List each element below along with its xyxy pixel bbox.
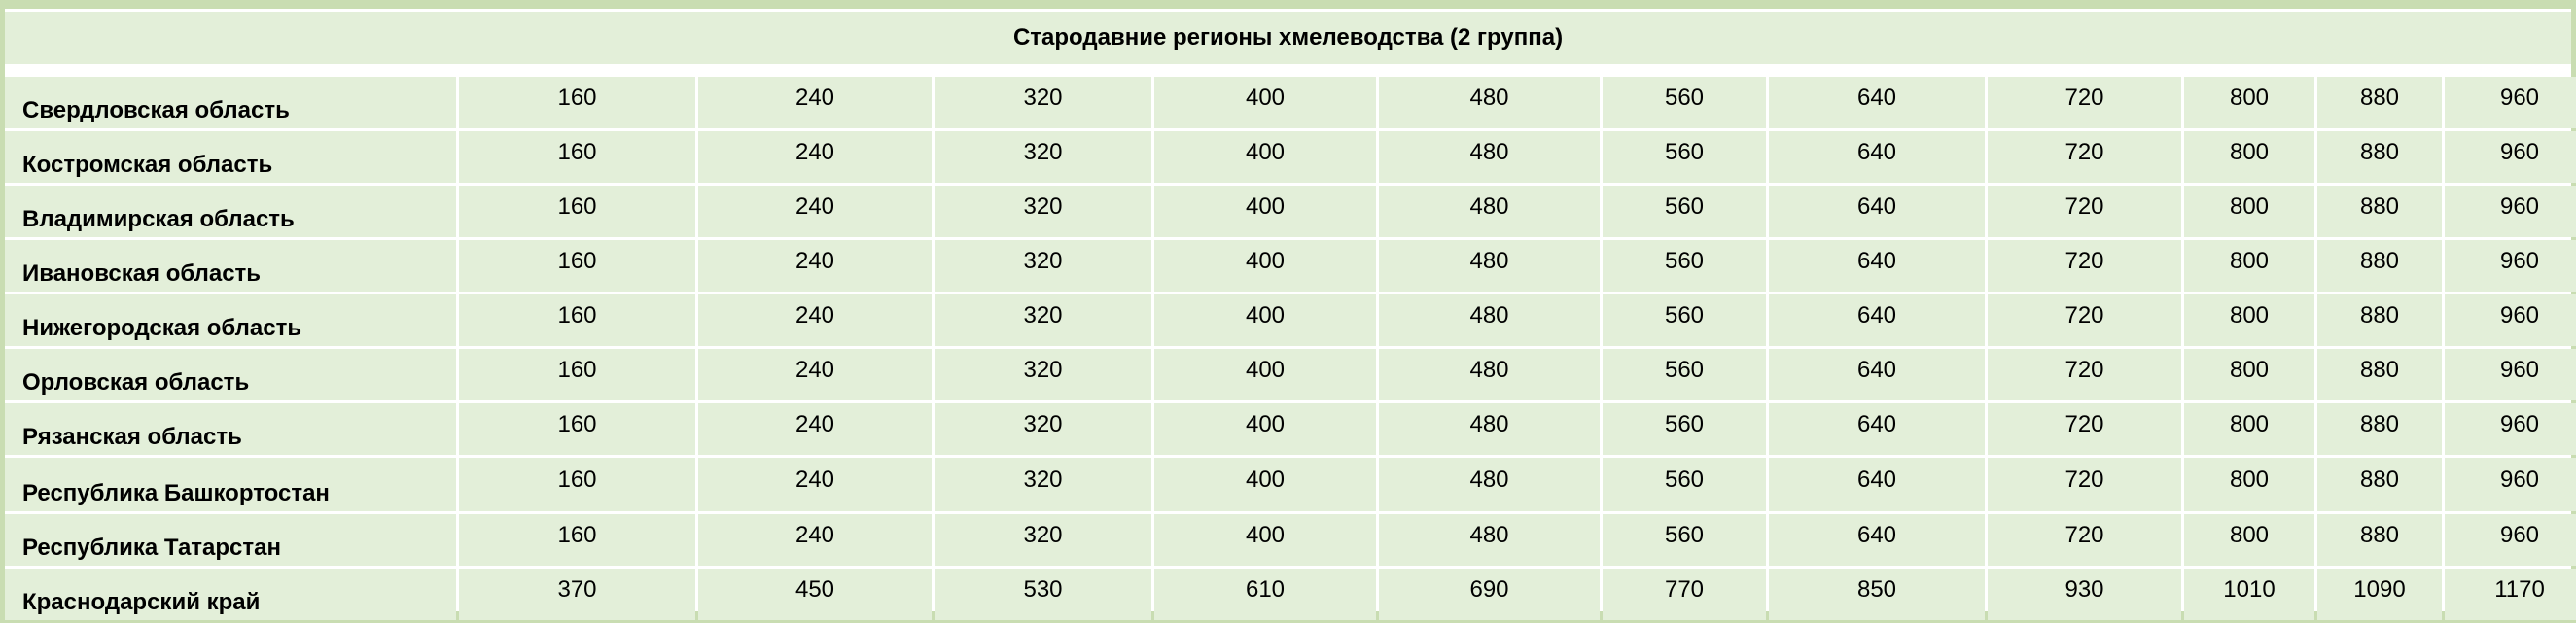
value-cell: 400 (1154, 349, 1376, 400)
value-cell: 960 (2445, 403, 2576, 455)
value-cell: 560 (1603, 294, 1766, 346)
value-cell: 930 (1988, 569, 2181, 620)
value-cell: 240 (698, 240, 932, 292)
value-cell: 640 (1769, 294, 1985, 346)
value-cell: 960 (2445, 77, 2576, 128)
value-cell: 320 (935, 240, 1151, 292)
table-title: Стародавние регионы хмелеводства (2 группа) (5, 12, 2571, 64)
value-cell: 720 (1988, 294, 2181, 346)
region-name-cell: Костромская область (5, 131, 456, 183)
value-cell: 480 (1379, 349, 1600, 400)
value-cell: 560 (1603, 514, 1766, 566)
data-table (2, 74, 2576, 623)
value-cell: 530 (935, 569, 1151, 620)
value-cell: 480 (1379, 294, 1600, 346)
value-cell: 880 (2317, 131, 2442, 183)
value-cell: 960 (2445, 349, 2576, 400)
value-cell: 1170 (2445, 569, 2576, 620)
value-cell: 640 (1769, 186, 1985, 237)
value-cell: 400 (1154, 403, 1376, 455)
value-cell: 480 (1379, 77, 1600, 128)
value-cell: 450 (698, 569, 932, 620)
value-cell: 640 (1769, 349, 1985, 400)
value-cell: 320 (935, 349, 1151, 400)
value-cell: 160 (459, 240, 695, 292)
region-name-cell: Рязанская область (5, 403, 456, 455)
value-cell: 370 (459, 569, 695, 620)
value-cell: 640 (1769, 458, 1985, 511)
value-cell: 1010 (2184, 569, 2314, 620)
value-cell: 480 (1379, 131, 1600, 183)
table-row (5, 403, 2576, 455)
value-cell: 640 (1769, 240, 1985, 292)
value-cell: 400 (1154, 294, 1376, 346)
table-row (5, 514, 2576, 566)
value-cell: 1090 (2317, 569, 2442, 620)
value-cell: 160 (459, 458, 695, 511)
value-cell: 720 (1988, 77, 2181, 128)
region-name-cell: Нижегородская область (5, 294, 456, 346)
value-cell: 720 (1988, 458, 2181, 511)
table-row (5, 186, 2576, 237)
value-cell: 320 (935, 403, 1151, 455)
value-cell: 160 (459, 77, 695, 128)
value-cell: 560 (1603, 240, 1766, 292)
value-cell: 800 (2184, 349, 2314, 400)
value-cell: 480 (1379, 186, 1600, 237)
table-row (5, 569, 2576, 620)
value-cell: 690 (1379, 569, 1600, 620)
value-cell: 240 (698, 77, 932, 128)
value-cell: 560 (1603, 131, 1766, 183)
value-cell: 320 (935, 458, 1151, 511)
spreadsheet-table (5, 9, 2571, 615)
value-cell: 640 (1769, 514, 1985, 566)
region-name-cell: Владимирская область (5, 186, 456, 237)
value-cell: 880 (2317, 514, 2442, 566)
value-cell: 560 (1603, 349, 1766, 400)
value-cell: 160 (459, 403, 695, 455)
region-name-cell: Краснодарский край (5, 569, 456, 620)
value-cell: 800 (2184, 240, 2314, 292)
table-row (5, 240, 2576, 292)
table-row (5, 77, 2576, 128)
value-cell: 400 (1154, 240, 1376, 292)
value-cell: 960 (2445, 514, 2576, 566)
value-cell: 640 (1769, 77, 1985, 128)
value-cell: 770 (1603, 569, 1766, 620)
value-cell: 880 (2317, 458, 2442, 511)
value-cell: 240 (698, 514, 932, 566)
value-cell: 880 (2317, 294, 2442, 346)
value-cell: 640 (1769, 403, 1985, 455)
value-cell: 720 (1988, 131, 2181, 183)
value-cell: 480 (1379, 403, 1600, 455)
value-cell: 400 (1154, 514, 1376, 566)
value-cell: 960 (2445, 186, 2576, 237)
value-cell: 800 (2184, 514, 2314, 566)
value-cell: 400 (1154, 77, 1376, 128)
value-cell: 320 (935, 294, 1151, 346)
value-cell: 800 (2184, 186, 2314, 237)
value-cell: 800 (2184, 403, 2314, 455)
value-cell: 720 (1988, 349, 2181, 400)
value-cell: 960 (2445, 294, 2576, 346)
value-cell: 560 (1603, 186, 1766, 237)
value-cell: 160 (459, 131, 695, 183)
value-cell: 160 (459, 186, 695, 237)
value-cell: 800 (2184, 458, 2314, 511)
table-row (5, 458, 2576, 511)
value-cell: 560 (1603, 458, 1766, 511)
value-cell: 800 (2184, 131, 2314, 183)
value-cell: 160 (459, 514, 695, 566)
value-cell: 720 (1988, 186, 2181, 237)
table-row (5, 131, 2576, 183)
region-name-cell: Республика Башкортостан (5, 458, 456, 511)
region-name-cell: Республика Татарстан (5, 514, 456, 566)
value-cell: 560 (1603, 77, 1766, 128)
value-cell: 320 (935, 131, 1151, 183)
region-name-cell: Ивановская область (5, 240, 456, 292)
value-cell: 320 (935, 186, 1151, 237)
value-cell: 240 (698, 186, 932, 237)
value-cell: 400 (1154, 458, 1376, 511)
value-cell: 800 (2184, 77, 2314, 128)
value-cell: 960 (2445, 131, 2576, 183)
value-cell: 720 (1988, 403, 2181, 455)
table-body (5, 77, 2576, 620)
region-name-cell: Орловская область (5, 349, 456, 400)
value-cell: 240 (698, 294, 932, 346)
value-cell: 880 (2317, 349, 2442, 400)
value-cell: 240 (698, 403, 932, 455)
table-row (5, 349, 2576, 400)
value-cell: 850 (1769, 569, 1985, 620)
value-cell: 960 (2445, 240, 2576, 292)
value-cell: 880 (2317, 77, 2442, 128)
value-cell: 400 (1154, 131, 1376, 183)
value-cell: 720 (1988, 240, 2181, 292)
value-cell: 320 (935, 77, 1151, 128)
value-cell: 640 (1769, 131, 1985, 183)
table-row (5, 294, 2576, 346)
value-cell: 880 (2317, 240, 2442, 292)
region-name-cell: Свердловская область (5, 77, 456, 128)
value-cell: 880 (2317, 186, 2442, 237)
value-cell: 560 (1603, 403, 1766, 455)
value-cell: 240 (698, 131, 932, 183)
value-cell: 160 (459, 294, 695, 346)
value-cell: 800 (2184, 294, 2314, 346)
value-cell: 480 (1379, 458, 1600, 511)
value-cell: 320 (935, 514, 1151, 566)
value-cell: 160 (459, 349, 695, 400)
value-cell: 240 (698, 349, 932, 400)
value-cell: 480 (1379, 240, 1600, 292)
value-cell: 480 (1379, 514, 1600, 566)
value-cell: 880 (2317, 403, 2442, 455)
value-cell: 610 (1154, 569, 1376, 620)
value-cell: 960 (2445, 458, 2576, 511)
value-cell: 720 (1988, 514, 2181, 566)
value-cell: 400 (1154, 186, 1376, 237)
value-cell: 240 (698, 458, 932, 511)
